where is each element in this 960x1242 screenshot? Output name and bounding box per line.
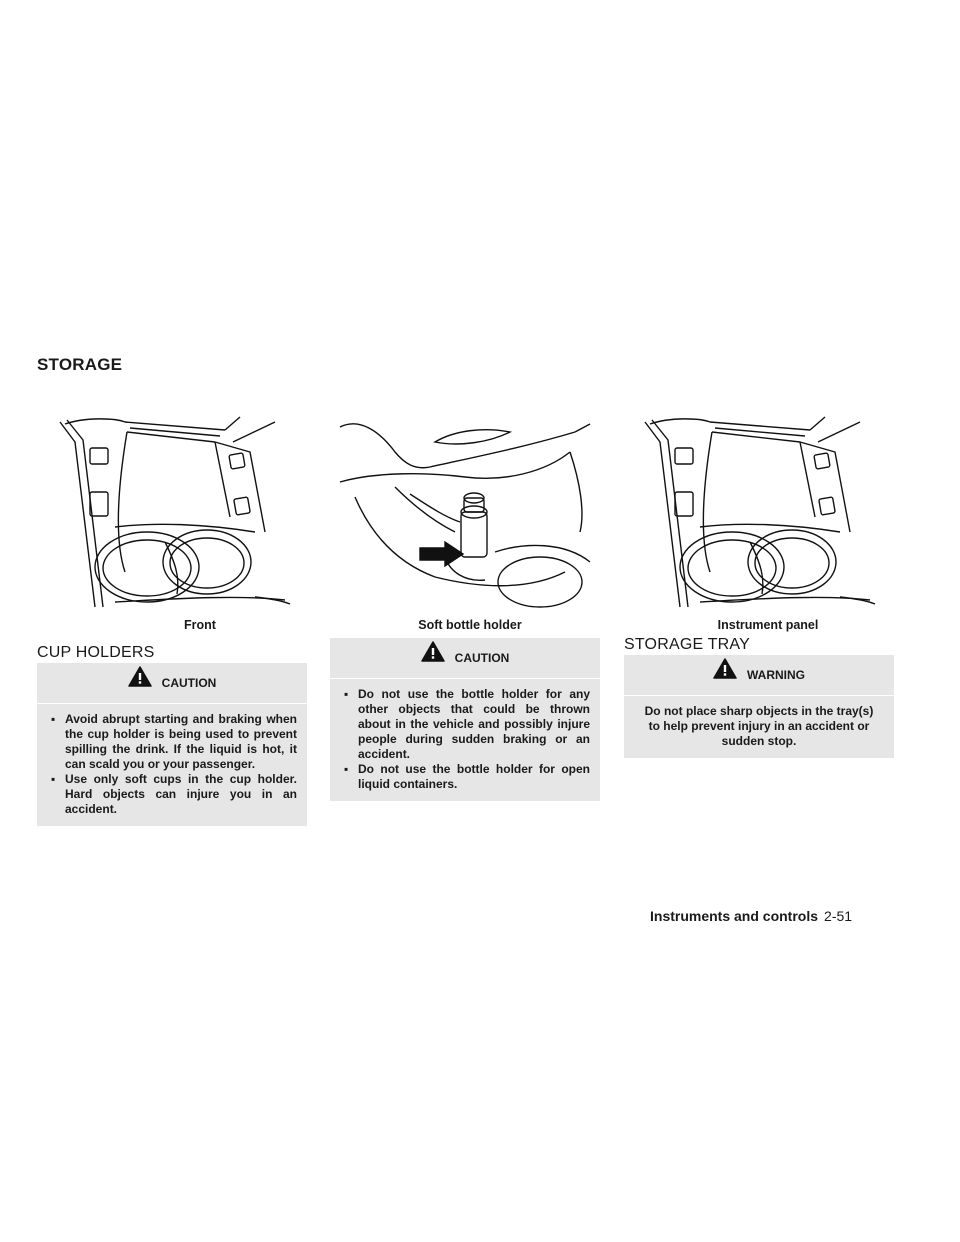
- caution-list: [47, 712, 297, 817]
- square-bullet-icon: ▪: [51, 772, 56, 786]
- square-bullet-icon: ▪: [51, 712, 56, 726]
- warning-triangle-icon: [128, 666, 152, 687]
- chapter-name: Instruments and controls: [650, 908, 819, 924]
- section-title: STORAGE: [37, 355, 123, 374]
- storage-tray-warning-box: [624, 655, 894, 758]
- warning-header: [624, 655, 894, 696]
- figure-caption-soft-bottle-holder: Soft bottle holder: [418, 618, 522, 632]
- page-number: 2-51: [824, 908, 853, 924]
- list-item: ▪ Avoid abrupt starting and braking when the cup holder is being used to prevent spilling the drink. If the liquid is hot, it can scald you or your passenger.: [51, 712, 297, 771]
- caution-header: [330, 638, 600, 679]
- figure-front-cup-holders: [55, 412, 295, 612]
- list-item: ▪ Use only soft cups in the cup holder. Hard objects can injure you in an accident.: [51, 772, 297, 816]
- warning-triangle-icon: [421, 641, 445, 662]
- caution-list: [340, 687, 590, 792]
- figure-caption-front: Front: [184, 618, 216, 632]
- caution-label: CAUTION: [454, 650, 510, 665]
- cup-holder-front-illustration: [55, 412, 295, 612]
- list-item: ▪ Do not use the bottle holder for any other objects that could be thrown about in the vehicle and possibly injure people during sudden braking or an accident.: [344, 687, 590, 761]
- warning-text: Do not place sharp objects in the tray(s) to help prevent injury in an accident or sudden stop.: [644, 704, 874, 748]
- storage-tray-title: STORAGE TRAY: [624, 636, 750, 653]
- square-bullet-icon: ▪: [344, 762, 349, 776]
- warning-label: WARNING: [747, 667, 805, 682]
- caution-label: CAUTION: [161, 675, 217, 690]
- instrument-panel-illustration: [640, 412, 880, 612]
- caution-header: [37, 663, 307, 704]
- page-footer: [650, 908, 852, 924]
- figure-soft-bottle-holder: [335, 412, 600, 612]
- bottle-holder-caution-box: [330, 638, 600, 801]
- warning-triangle-icon: [713, 658, 737, 679]
- square-bullet-icon: ▪: [344, 687, 349, 701]
- figure-caption-instrument-panel: Instrument panel: [717, 618, 819, 632]
- bottle-holder-illustration: [335, 412, 600, 612]
- figure-instrument-panel: [640, 412, 880, 612]
- list-item: ▪ Do not use the bottle holder for open liquid containers.: [344, 762, 590, 791]
- cup-holders-caution-box: [37, 663, 307, 826]
- cup-holders-title: CUP HOLDERS: [37, 644, 155, 661]
